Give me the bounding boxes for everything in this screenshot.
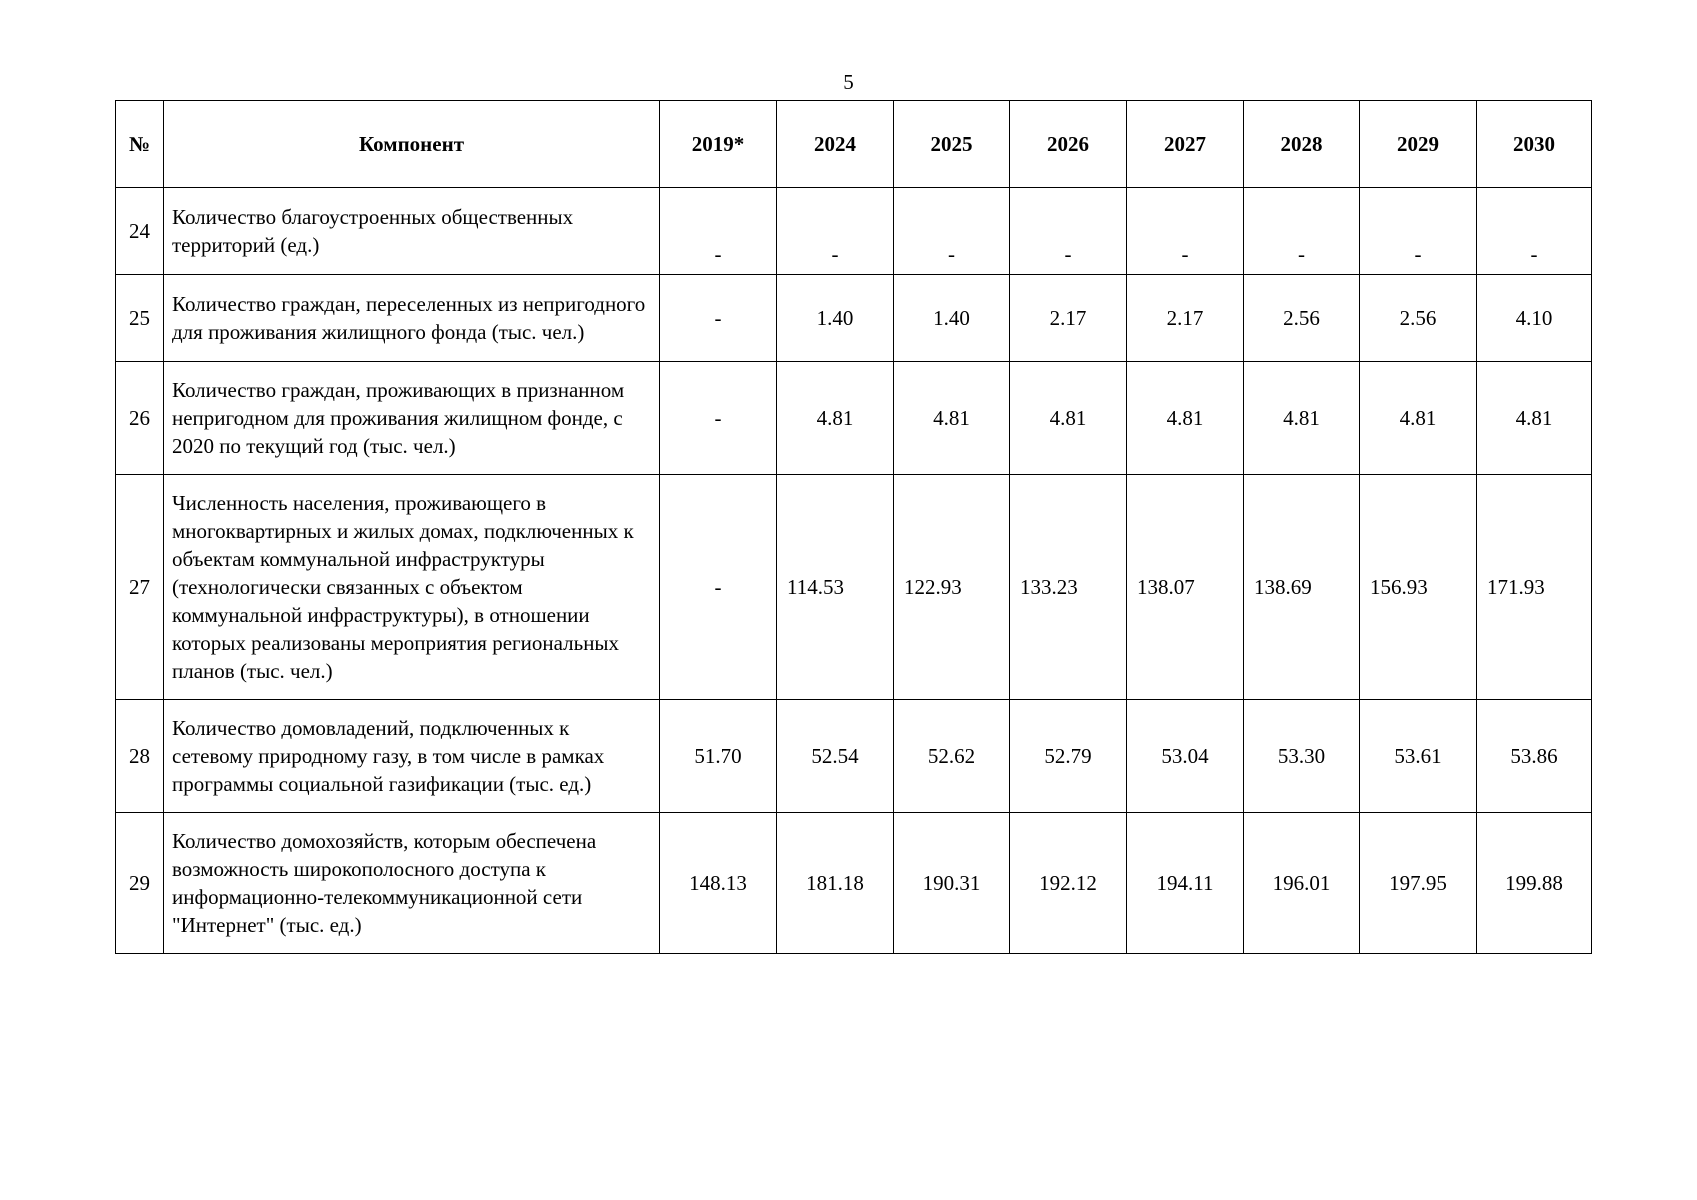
value-cell: 52.79 [1010, 700, 1127, 813]
component-cell: Количество домовладений, подключенных к сетевому природному газу, в том числе в рамках программы социальной газификации (тыс. ед.) [164, 700, 660, 813]
value-cell: 4.10 [1477, 275, 1592, 362]
value-cell: 148.13 [660, 813, 777, 954]
header-year: 2027 [1127, 101, 1244, 188]
value-cell: 4.81 [1244, 362, 1360, 475]
value-cell: 138.07 [1127, 475, 1244, 700]
page-number: 5 [843, 70, 854, 94]
value-cell: 53.04 [1127, 700, 1244, 813]
value-cell: 1.40 [894, 275, 1010, 362]
row-number: 24 [116, 188, 164, 275]
value-cell: - [660, 362, 777, 475]
value-cell: 114.53 [777, 475, 894, 700]
value-cell: 122.93 [894, 475, 1010, 700]
value-cell: 156.93 [1360, 475, 1477, 700]
value-cell: 197.95 [1360, 813, 1477, 954]
value-cell: 4.81 [1477, 362, 1592, 475]
row-number: 28 [116, 700, 164, 813]
row-number: 26 [116, 362, 164, 475]
component-cell: Количество граждан, переселенных из непригодного для проживания жилищного фонда (тыс. чел.) [164, 275, 660, 362]
table-row [116, 700, 1592, 813]
value-cell: - [1360, 188, 1477, 275]
header-year: 2019* [660, 101, 777, 188]
value-cell: - [1244, 188, 1360, 275]
value-cell: - [1477, 188, 1592, 275]
table-row [116, 813, 1592, 954]
table-row [116, 475, 1592, 700]
row-number: 27 [116, 475, 164, 700]
value-cell: - [660, 475, 777, 700]
header-component: Компонент [164, 101, 660, 188]
value-cell: 138.69 [1244, 475, 1360, 700]
header-row [116, 101, 1592, 188]
header-year: 2026 [1010, 101, 1127, 188]
component-cell: Численность населения, проживающего в многоквартирных и жилых домах, подключенных к объектам коммунальной инфраструктуры (технологически связанных с объектом коммунальной инфраструктуры), в отношении которых реализованы мероприятия региональных планов (тыс. чел.) [164, 475, 660, 700]
value-cell: 2.17 [1127, 275, 1244, 362]
value-cell: 171.93 [1477, 475, 1592, 700]
table-row [116, 188, 1592, 275]
value-cell: - [660, 275, 777, 362]
table-row [116, 275, 1592, 362]
value-cell: 1.40 [777, 275, 894, 362]
component-cell: Количество граждан, проживающих в признанном непригодном для проживания жилищном фонде, с 2020 по текущий год (тыс. чел.) [164, 362, 660, 475]
row-number: 29 [116, 813, 164, 954]
value-cell: 2.56 [1244, 275, 1360, 362]
value-cell: 53.61 [1360, 700, 1477, 813]
row-number: 25 [116, 275, 164, 362]
value-cell: 4.81 [1010, 362, 1127, 475]
value-cell: 196.01 [1244, 813, 1360, 954]
value-cell: 181.18 [777, 813, 894, 954]
component-cell: Количество домохозяйств, которым обеспечена возможность широкополосного доступа к информационно-телекоммуникационной сети "Интернет" (тыс. ед.) [164, 813, 660, 954]
value-cell: 52.54 [777, 700, 894, 813]
value-cell: - [894, 188, 1010, 275]
value-cell: 52.62 [894, 700, 1010, 813]
value-cell: - [777, 188, 894, 275]
value-cell: 4.81 [1360, 362, 1477, 475]
value-cell: 199.88 [1477, 813, 1592, 954]
header-year: 2028 [1244, 101, 1360, 188]
value-cell: - [1127, 188, 1244, 275]
header-year: 2029 [1360, 101, 1477, 188]
value-cell: 194.11 [1127, 813, 1244, 954]
value-cell: 192.12 [1010, 813, 1127, 954]
value-cell: 51.70 [660, 700, 777, 813]
value-cell: 4.81 [894, 362, 1010, 475]
value-cell: 53.86 [1477, 700, 1592, 813]
value-cell: 53.30 [1244, 700, 1360, 813]
value-cell: 2.56 [1360, 275, 1477, 362]
value-cell: - [660, 188, 777, 275]
data-table [115, 100, 1592, 954]
value-cell: - [1010, 188, 1127, 275]
value-cell: 190.31 [894, 813, 1010, 954]
component-cell: Количество благоустроенных общественных территорий (ед.) [164, 188, 660, 275]
header-year: 2030 [1477, 101, 1592, 188]
value-cell: 133.23 [1010, 475, 1127, 700]
header-year: 2025 [894, 101, 1010, 188]
table-row [116, 362, 1592, 475]
value-cell: 4.81 [1127, 362, 1244, 475]
header-num: № [116, 101, 164, 188]
header-year: 2024 [777, 101, 894, 188]
value-cell: 4.81 [777, 362, 894, 475]
value-cell: 2.17 [1010, 275, 1127, 362]
